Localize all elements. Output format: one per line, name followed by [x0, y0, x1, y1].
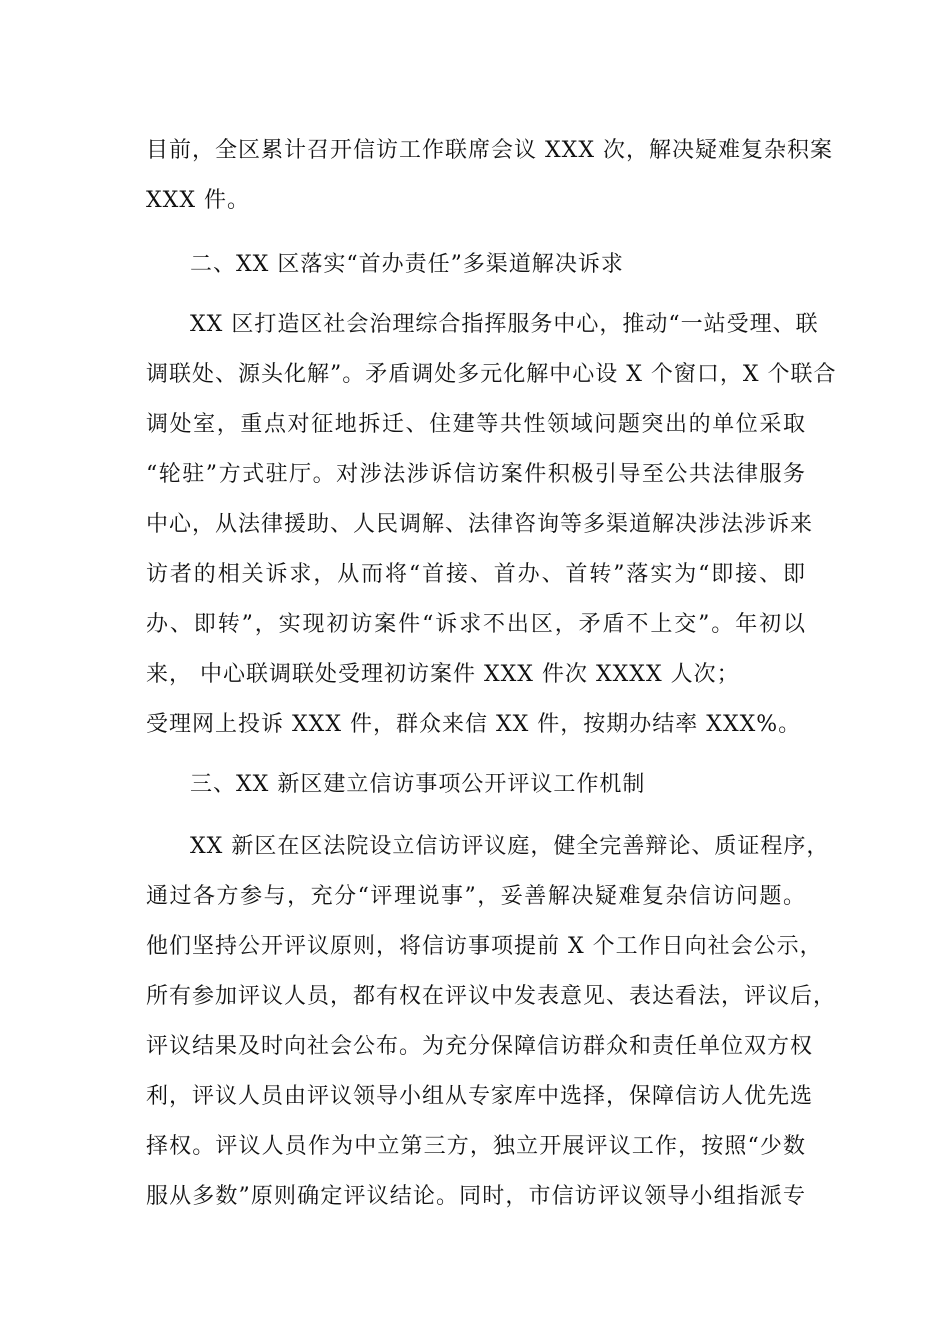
text-line: 来， 中心联调联处受理初访案件 XXX 件次 XXXX 人次；: [146, 662, 740, 687]
text-line: XX 区打造区社会治理综合指挥服务中心，推动“一站受理、联: [190, 312, 819, 337]
text-line: 服从多数”原则确定评议结论。同时，市信访评议领导小组指派专: [146, 1184, 806, 1209]
text-line: 所有参加评议人员，都有权在评议中发表意见、表达看法，评议后，: [146, 984, 837, 1009]
text-line: 中心，从法律援助、人民调解、法律咨询等多渠道解决涉法涉诉来: [146, 512, 814, 537]
text-line: XX 新区在区法院设立信访评议庭，健全完善辩论、质证程序，: [190, 834, 830, 859]
text-line: 利，评议人员由评议领导小组从专家库中选择，保障信访人优先选: [146, 1084, 814, 1109]
section-heading: 二、XX 区落实“首办责任”多渠道解决诉求: [190, 252, 624, 277]
text-line: XXX 件。: [146, 188, 250, 213]
text-line: 办、即转”，实现初访案件“诉求不出区，矛盾不上交”。年初以: [146, 612, 806, 637]
text-line: 通过各方参与，充分“评理说事”，妥善解决疑难复杂信访问题。: [146, 884, 806, 909]
text-line: 他们坚持公开评议原则，将信访事项提前 X 个工作日向社会公示，: [146, 934, 823, 959]
text-line: “轮驻”方式驻厅。对涉法涉诉信访案件积极引导至公共法律服务: [146, 462, 806, 487]
text-line: 目前，全区累计召开信访工作联席会议 XXX 次，解决疑难复杂积案: [146, 138, 833, 163]
text-line: 访者的相关诉求，从而将“首接、首办、首转”落实为“即接、即: [146, 562, 806, 587]
text-line: 调联处、源头化解”。矛盾调处多元化解中心设 X 个窗口，X 个联合: [146, 362, 837, 387]
text-line: 择权。评议人员作为中立第三方，独立开展评议工作，按照“少数: [146, 1134, 806, 1159]
text-line: 评议结果及时向社会公布。为充分保障信访群众和责任单位双方权: [146, 1034, 814, 1059]
text-line: 受理网上投诉 XXX 件，群众来信 XX 件，按期办结率 XXX%。: [146, 712, 802, 737]
section-heading: 三、XX 新区建立信访事项公开评议工作机制: [190, 772, 646, 797]
text-line: 调处室，重点对征地拆迁、住建等共性领域问题突出的单位采取: [146, 412, 806, 437]
